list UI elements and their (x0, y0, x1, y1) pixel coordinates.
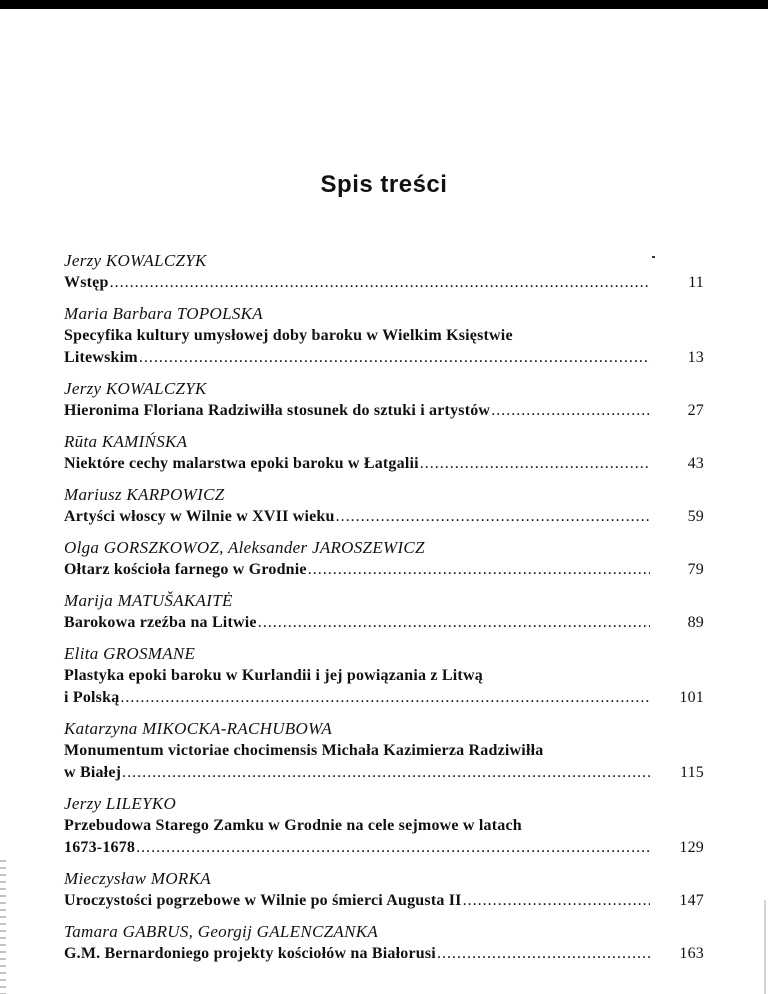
toc-page-number: 163 (679, 945, 704, 962)
toc-title-line (64, 837, 704, 859)
toc-title-line (64, 815, 704, 837)
toc-author: Katarzyna MIKOCKA-RACHUBOWA (64, 719, 333, 738)
toc-title-line (64, 453, 704, 475)
toc-page-number: 79 (687, 561, 704, 578)
dot-leader (136, 837, 650, 859)
toc-author: Elita GROSMANE (64, 644, 196, 663)
toc-title-line (64, 612, 704, 634)
toc-author: Mieczysław MORKA (64, 869, 211, 888)
toc-author: Olga GORSZKOWOZ, Aleksander JAROSZEWICZ (64, 538, 425, 557)
toc-title-line (64, 943, 704, 965)
toc-title-text: Niektóre cechy malarstwa epoki baroku w Łatgalii (64, 455, 419, 472)
toc-title-text: Litewskim (64, 349, 138, 366)
toc-title-line (64, 347, 704, 369)
toc-entry[interactable] (64, 718, 704, 784)
toc-title-text: Plastyka epoki baroku w Kurlandii i jej powiązania z Litwą (64, 667, 483, 684)
toc-title-line (64, 762, 704, 784)
toc-author: Jerzy KOWALCZYK (64, 379, 207, 398)
toc-title-text: Wstęp (64, 274, 109, 291)
toc-title-line (64, 665, 704, 687)
dot-leader (258, 612, 650, 634)
toc-entry[interactable] (64, 921, 704, 965)
dot-leader (491, 400, 650, 422)
toc-page-number: 11 (688, 274, 704, 291)
toc-title-line (64, 400, 704, 422)
dot-leader (463, 890, 650, 912)
toc-title-line (64, 559, 704, 581)
toc-entry[interactable] (64, 643, 704, 709)
dot-leader (437, 943, 650, 965)
toc-title-text: Artyści włoscy w Wilnie w XVII wieku (64, 508, 335, 525)
toc-page-number: 43 (687, 455, 704, 472)
toc-title-line (64, 272, 704, 294)
toc-author: Rūta KAMIŃSKA (64, 432, 188, 451)
toc-title-text: 1673-1678 (64, 839, 136, 856)
toc-entry[interactable] (64, 378, 704, 422)
toc-page-number: 101 (679, 689, 704, 706)
toc-title-line (64, 506, 704, 528)
dot-leader (122, 762, 650, 784)
toc-title-line (64, 890, 704, 912)
toc-title-text: Barokowa rzeźba na Litwie (64, 614, 257, 631)
toc-title-text: Ołtarz kościoła farnego w Grodnie (64, 561, 307, 578)
toc-title-text: Hieronima Floriana Radziwiłła stosunek do sztuki i artystów (64, 402, 491, 419)
dot-leader (420, 453, 650, 475)
toc-title-text: Przebudowa Starego Zamku w Grodnie na cele sejmowe w latach (64, 817, 522, 834)
toc-author: Tamara GABRUS, Georgij GALENCZANKA (64, 922, 379, 941)
dot-leader (120, 687, 650, 709)
toc-entry[interactable] (64, 868, 704, 912)
toc-page-number: 115 (679, 764, 704, 781)
toc-author: Jerzy LILEYKO (64, 794, 177, 813)
toc-author: Marija MATUŠAKAITĖ (64, 591, 233, 610)
scan-edge-noise (0, 860, 6, 994)
toc-page-number: 27 (687, 402, 704, 419)
toc-entry[interactable] (64, 484, 704, 528)
toc-entry[interactable] (64, 303, 704, 369)
toc-page-number: 89 (687, 614, 704, 631)
toc-page-number: 13 (687, 349, 704, 366)
toc-title-text: i Polską (64, 689, 120, 706)
toc-title-text: Monumentum victoriae chocimensis Michała Kazimierza Radziwiłła (64, 742, 544, 759)
toc-title-text: Specyfika kultury umysłowej doby baroku w Wielkim Księstwie (64, 327, 513, 344)
toc-page-number: 147 (679, 892, 704, 909)
toc-entry[interactable] (64, 537, 704, 581)
scan-top-border (0, 0, 768, 9)
toc-author: Mariusz KARPOWICZ (64, 485, 225, 504)
toc-title-text: Uroczystości pogrzebowe w Wilnie po śmierci Augusta II (64, 892, 462, 909)
page-title: Spis treści (320, 171, 448, 198)
toc-author: Maria Barbara TOPOLSKA (64, 304, 263, 323)
toc-title-line (64, 325, 704, 347)
toc-entry[interactable] (64, 431, 704, 475)
toc-title-text: G.M. Bernardoniego projekty kościołów na Białorusi (64, 945, 436, 962)
dot-leader (336, 506, 650, 528)
scan-edge-right (764, 900, 766, 994)
toc-title-line (64, 687, 704, 709)
table-of-contents (64, 250, 704, 974)
toc-page-number: 59 (687, 508, 704, 525)
toc-author: Jerzy KOWALCZYK (64, 251, 207, 270)
toc-entry[interactable] (64, 590, 704, 634)
toc-entry[interactable] (64, 793, 704, 859)
dot-leader (308, 559, 650, 581)
toc-page-number: 129 (679, 839, 704, 856)
toc-title-line (64, 740, 704, 762)
dot-leader (110, 272, 650, 294)
dot-leader (139, 347, 650, 369)
toc-entry[interactable] (64, 250, 704, 294)
toc-title-text: w Białej (64, 764, 122, 781)
